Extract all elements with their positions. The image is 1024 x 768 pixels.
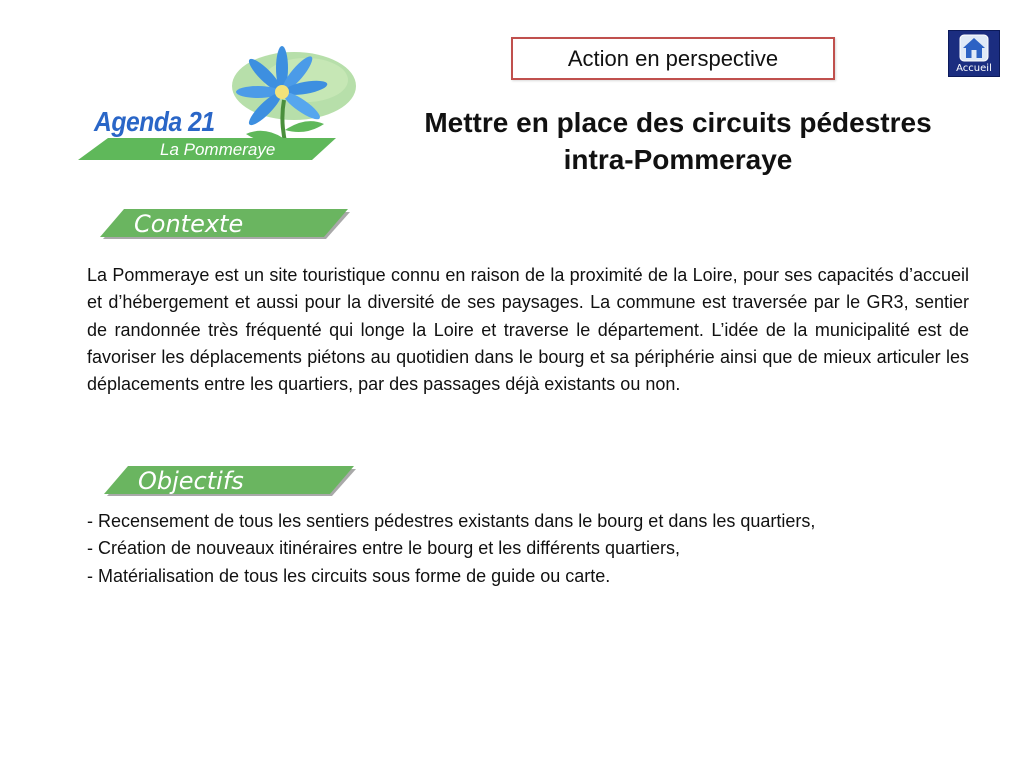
home-button-label: Accueil	[956, 63, 992, 74]
section-tab-label: Contexte	[134, 210, 244, 238]
objectives-list	[87, 508, 987, 590]
action-label-box	[511, 37, 835, 80]
section-tab-contexte	[100, 209, 350, 239]
agenda21-logo	[74, 42, 364, 172]
list-item: - Matérialisation de tous les circuits sous forme de guide ou carte.	[87, 565, 611, 586]
section-tab-objectifs	[104, 466, 356, 496]
list-item: - Création de nouveaux itinéraires entre le bourg et les différents quartiers,	[87, 538, 680, 559]
page-title: Mettre en place des circuits pédestres intra-Pommeraye	[424, 107, 932, 175]
logo-title: Agenda 21	[94, 106, 215, 137]
home-button[interactable]	[948, 30, 1000, 77]
home-icon	[959, 34, 989, 62]
context-paragraph: La Pommeraye est un site touristique connu en raison de la proximité de la Loire, pour ses capacités d’accueil et d’hébergement et aussi pour la diversité de ses paysages. La commune est traversée par le GR3, sentier de randonnée très fréquenté qui longe la Loire et traverse le département. L’idée de la municipalité est de favoriser les déplacements piétons au quotidien dans le bourg et sa périphérie ainsi que de mieux articuler les déplacements entre les quartiers, par des passages déjà existants ou non.	[87, 265, 969, 395]
logo-subtitle: La Pommeraye	[160, 140, 276, 159]
list-item: - Recensement de tous les sentiers pédestres existants dans le bourg et dans les quartiers,	[87, 511, 816, 531]
action-label: Action en perspective	[567, 45, 779, 71]
section-tab-label: Objectifs	[138, 467, 244, 495]
